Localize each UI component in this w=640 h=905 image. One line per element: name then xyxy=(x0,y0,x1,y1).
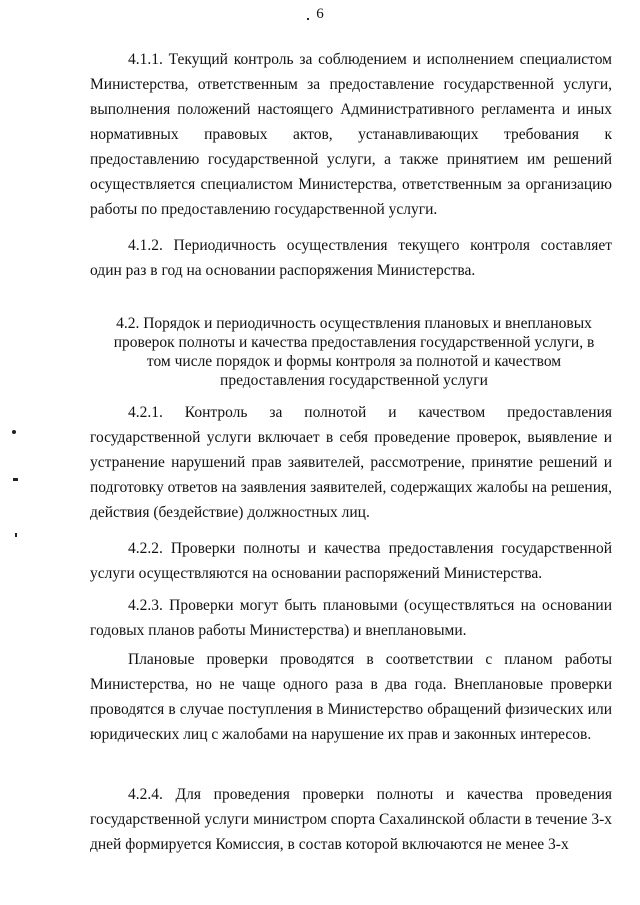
scan-speck xyxy=(15,533,17,537)
paragraph-planned-checks: Плановые проверки проводятся в соответствии с планом работы Министерства, но не чаще одного раза в два года. Внеплановые проверки проводятся в случае поступления в Министерство обращений физических или юридических лиц с жалобами на нарушение их прав и законных интересов. xyxy=(90,651,612,743)
scan-speck xyxy=(12,430,16,434)
scan-speck xyxy=(307,18,309,20)
paragraph-4-2-3: 4.2.3. Проверки могут быть плановыми (осуществляться на основании годовых планов работы Министерства) и внеплановыми. xyxy=(90,597,612,639)
section-heading-4-2: 4.2. Порядок и периодичность осуществления плановых и внеплановых проверок полноты и качества предоставления государственной услуги, в том числе порядок и формы контроля за полнотой и качеством предоставления государственной услуги xyxy=(113,315,595,389)
paragraph-4-2-1: 4.2.1. Контроль за полнотой и качеством предоставления государственной услуги включает в себя проведение проверок, выявление и устранение нарушений прав заявителей, рассмотрение, принятие решений и подготовку ответов на заявления заявителей, содержащих жалобы на решения, действия (бездействие) должностных лиц. xyxy=(90,404,612,521)
paragraph-4-2-2: 4.2.2. Проверки полноты и качества предоставления государственной услуги осуществляются на основании распоряжений Министерства. xyxy=(90,540,612,582)
page-number: 6 xyxy=(316,6,324,22)
paragraph-4-1-2: 4.1.2. Периодичность осуществления текущего контроля составляет один раз в год на основании распоряжения Министерства. xyxy=(90,237,612,279)
paragraph-4-2-4: 4.2.4. Для проведения проверки полноты и качества проведения государственной услуги министром спорта Сахалинской области в течение 3-х дней формируется Комиссия, в состав которой включаются не менее 3-х xyxy=(90,786,612,853)
paragraph-4-1-1: 4.1.1. Текущий контроль за соблюдением и исполнением специалистом Министерства, ответственным за предоставление государственной услуги, выполнения положений настоящего Административного регламента и иных нормативных правовых актов, устанавливающих требования к предоставлению государственной услуги, а также принятием им решений осуществляется специалистом Министерства, ответственным за организацию работы по предоставлению государственной услуги. xyxy=(90,51,612,218)
scan-speck xyxy=(13,478,18,481)
